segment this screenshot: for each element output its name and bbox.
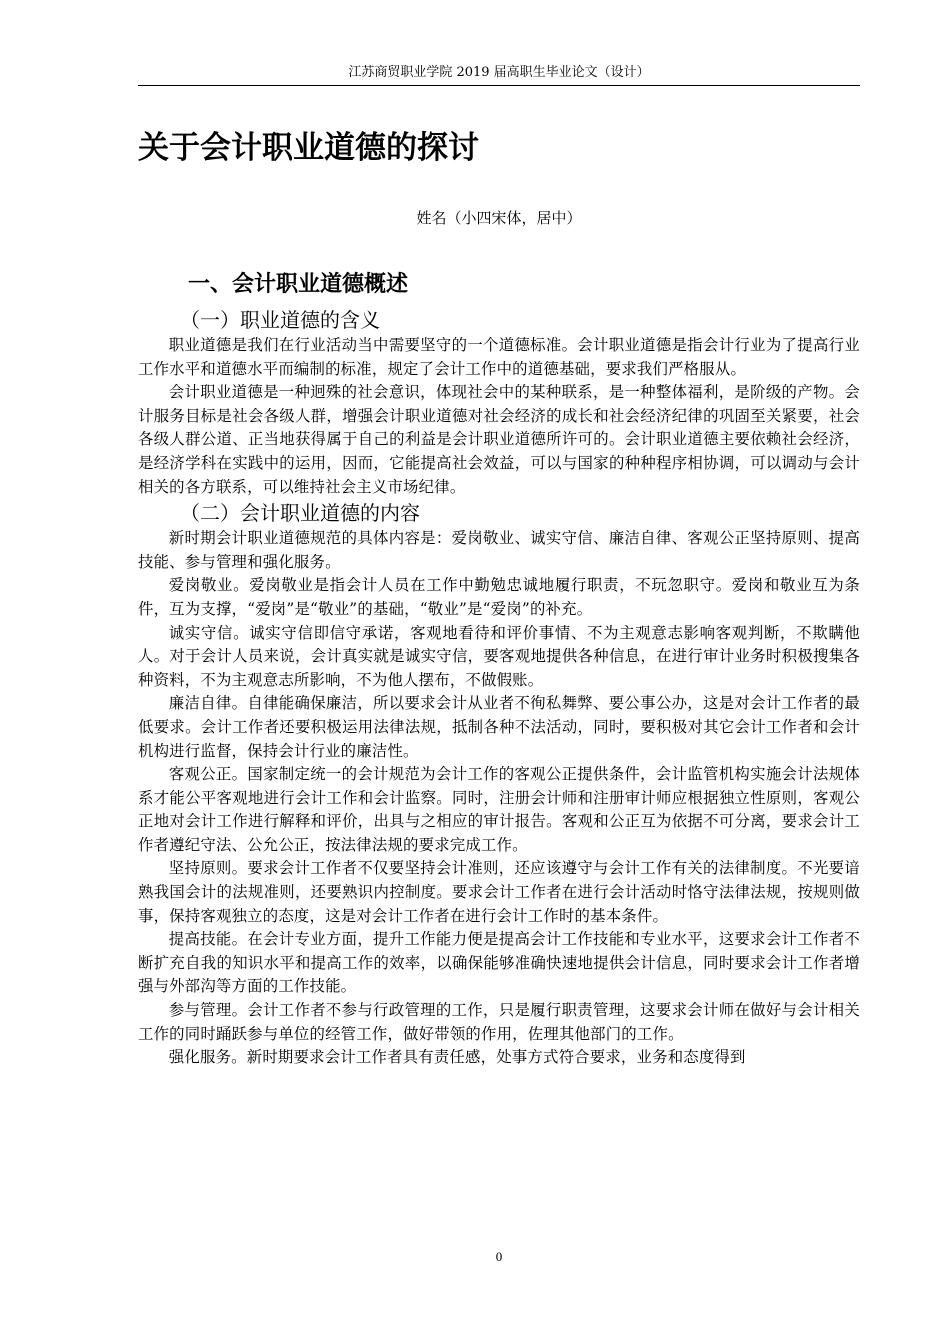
body-content	[138, 268, 860, 1070]
subsection-heading: （一）职业道德的含义	[180, 308, 380, 332]
paragraph: 廉洁自律。自律能确保廉洁，所以要求会计从业者不徇私舞弊、要公事公办，这是对会计工作者的最低要求。会计工作者还要积极运用法律法规，抵制各种不法活动，同时，要积极对其它会计工作者和会计机构进行监督，保持会计行业的廉洁性。	[138, 694, 860, 760]
page-number: 0	[495, 1249, 503, 1264]
paragraph: 强化服务。新时期要求会计工作者具有责任感，处事方式符合要求，业务和态度得到	[168, 1048, 746, 1067]
paragraph: 客观公正。国家制定统一的会计规范为会计工作的客观公正提供条件，会计监管机构实施会计法规体系才能公平客观地进行会计工作和会计监察。同时，注册会计师和注册审计师应根据独立性原则，客观公正地对会计工作进行解释和评价，出具与之相应的审计报告。客观和公正互为依据不可分离，要求会计工作者遵纪守法、公允公正，按法律法规的要求完成工作。	[138, 765, 860, 854]
author-line: 姓名（小四宋体，居中）	[416, 209, 582, 227]
page-title: 关于会计职业道德的探讨	[138, 130, 479, 166]
paragraph: 会计职业道德是一种迥殊的社会意识，体现社会中的某种联系，是一种整体福利，是阶级的产物。会计服务目标是社会各级人群，增强会计职业道德对社会经济的成长和社会经济纪律的巩固至关紧要，社会各级人群公道、正当地获得属于自己的利益是会计职业道德所许可的。会计职业道德主要依赖社会经济，是经济学科在实践中的运用，因而，它能提高社会效益，可以与国家的种种程序相协调，可以调动与会计相关的各方联系，可以维持社会主义市场纪律。	[138, 383, 860, 496]
paragraph: 提高技能。在会计专业方面，提升工作能力便是提高会计工作技能和专业水平，这要求会计工作者不断扩充自我的知识水平和提高工作的效率，以确保能够准确快速地提供会计信息，同时要求会计工作者增强与外部沟等方面的工作技能。	[138, 930, 860, 996]
paragraph: 职业道德是我们在行业活动当中需要坚守的一个道德标准。会计职业道德是指会计行业为了提高行业工作水平和道德水平而编制的标准，规定了会计工作中的道德基础，要求我们严格服从。	[138, 336, 860, 378]
paragraph: 参与管理。会计工作者不参与行政管理的工作，只是履行职责管理，这要求会计师在做好与会计相关工作的同时踊跃参与单位的经管工作，做好带领的作用，佐理其他部门的工作。	[138, 1001, 860, 1043]
section-heading: 一、会计职业道德概述	[188, 272, 409, 297]
subsection-heading: （二）会计职业道德的内容	[180, 501, 420, 526]
page-header: 江苏商贸职业学院 2019 届高职生毕业论文（设计）	[138, 64, 860, 86]
paragraph: 爱岗敬业。爱岗敬业是指会计人员在工作中勤勉忠诚地履行职责，不玩忽职守。爱岗和敬业互为条件，互为支撑，“爱岗”是“敬业”的基础，“敬业”是“爱岗”的补充。	[138, 576, 860, 618]
paragraph: 坚持原则。要求会计工作者不仅要坚持会计准则，还应该遵守与会计工作有关的法律制度。不光要谙熟我国会计的法规准则，还要熟识内控制度。要求会计工作者在进行会计活动时恪守法律法规，按规则做事，保持客观独立的态度，这是对会计工作者在进行会计工作时的基本条件。	[138, 859, 860, 925]
paragraph: 新时期会计职业道德规范的具体内容是：爱岗敬业、诚实守信、廉洁自律、客观公正坚持原则、提高技能、参与管理和强化服务。	[138, 529, 860, 571]
paragraph: 诚实守信。诚实守信即信守承诺，客观地看待和评价事情、不为主观意志影响客观判断，不欺瞒他人。对于会计人员来说，会计真实就是诚实守信，要客观地提供各种信息，在进行审计业务时积极搜集各种资料，不为主观意志所影响，不为他人摆布，不做假账。	[138, 623, 860, 689]
